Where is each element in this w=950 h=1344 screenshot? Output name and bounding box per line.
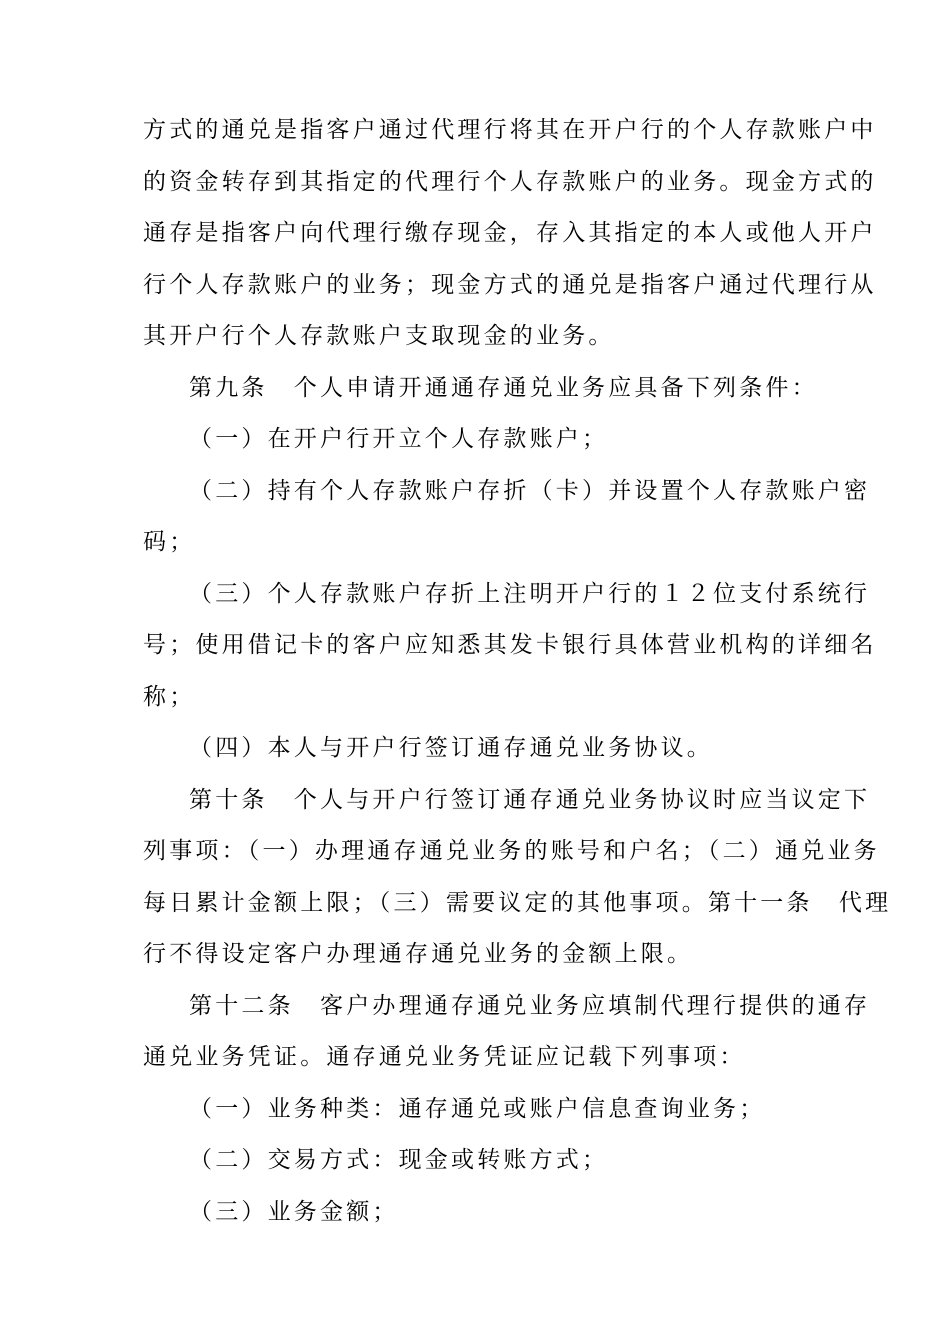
- text-line: 方式的通兑是指客户通过代理行将其在开户行的个人存款账户中: [143, 117, 877, 143]
- article-9-heading: 第九条 个人申请开通通存通兑业务应具备下列条件：: [189, 374, 818, 401]
- text-line: 称；: [143, 683, 196, 710]
- list-item: （三）个人存款账户存折上注明开户行的１２位支付系统行: [189, 580, 871, 607]
- text-line: 的资金转存到其指定的代理行个人存款账户的业务。现金方式的: [143, 168, 877, 195]
- text-line: 列事项：（一）办理通存通兑业务的账号和户名；（二）通兑业务: [143, 838, 880, 864]
- text-line: 每日累计金额上限；（三）需要议定的其他事项。第十一条 代理: [143, 889, 892, 916]
- text-line: 码；: [143, 529, 196, 555]
- list-item: （二）持有个人存款账户存折（卡）并设置个人存款账户密: [189, 477, 871, 504]
- article-12-heading: 第十二条 客户办理通存通兑业务应填制代理行提供的通存: [189, 992, 871, 1019]
- list-item: （三）业务金额；: [189, 1198, 399, 1225]
- text-line: 其开户行个人存款账户支取现金的业务。: [143, 323, 615, 349]
- text-line: 通存是指客户向代理行缴存现金，存入其指定的本人或他人开户: [143, 220, 877, 246]
- list-item: （二）交易方式：现金或转账方式；: [189, 1147, 609, 1173]
- list-item: （一）业务种类：通存通兑或账户信息查询业务；: [189, 1095, 766, 1122]
- text-line: 行个人存款账户的业务；现金方式的通兑是指客户通过代理行从: [143, 271, 877, 298]
- article-10-heading: 第十条 个人与开户行签订通存通兑业务协议时应当议定下: [189, 786, 871, 813]
- text-line: 行不得设定客户办理通存通兑业务的金额上限。: [143, 941, 694, 967]
- list-item: （四）本人与开户行签订通存通兑业务协议。: [189, 735, 713, 761]
- document-body: [143, 105, 892, 1238]
- text-line: 通兑业务凭证。通存通兑业务凭证应记载下列事项：: [143, 1044, 746, 1070]
- text-line: 号；使用借记卡的客户应知悉其发卡银行具体营业机构的详细名: [143, 632, 877, 658]
- list-item: （一）在开户行开立个人存款账户；: [189, 426, 609, 452]
